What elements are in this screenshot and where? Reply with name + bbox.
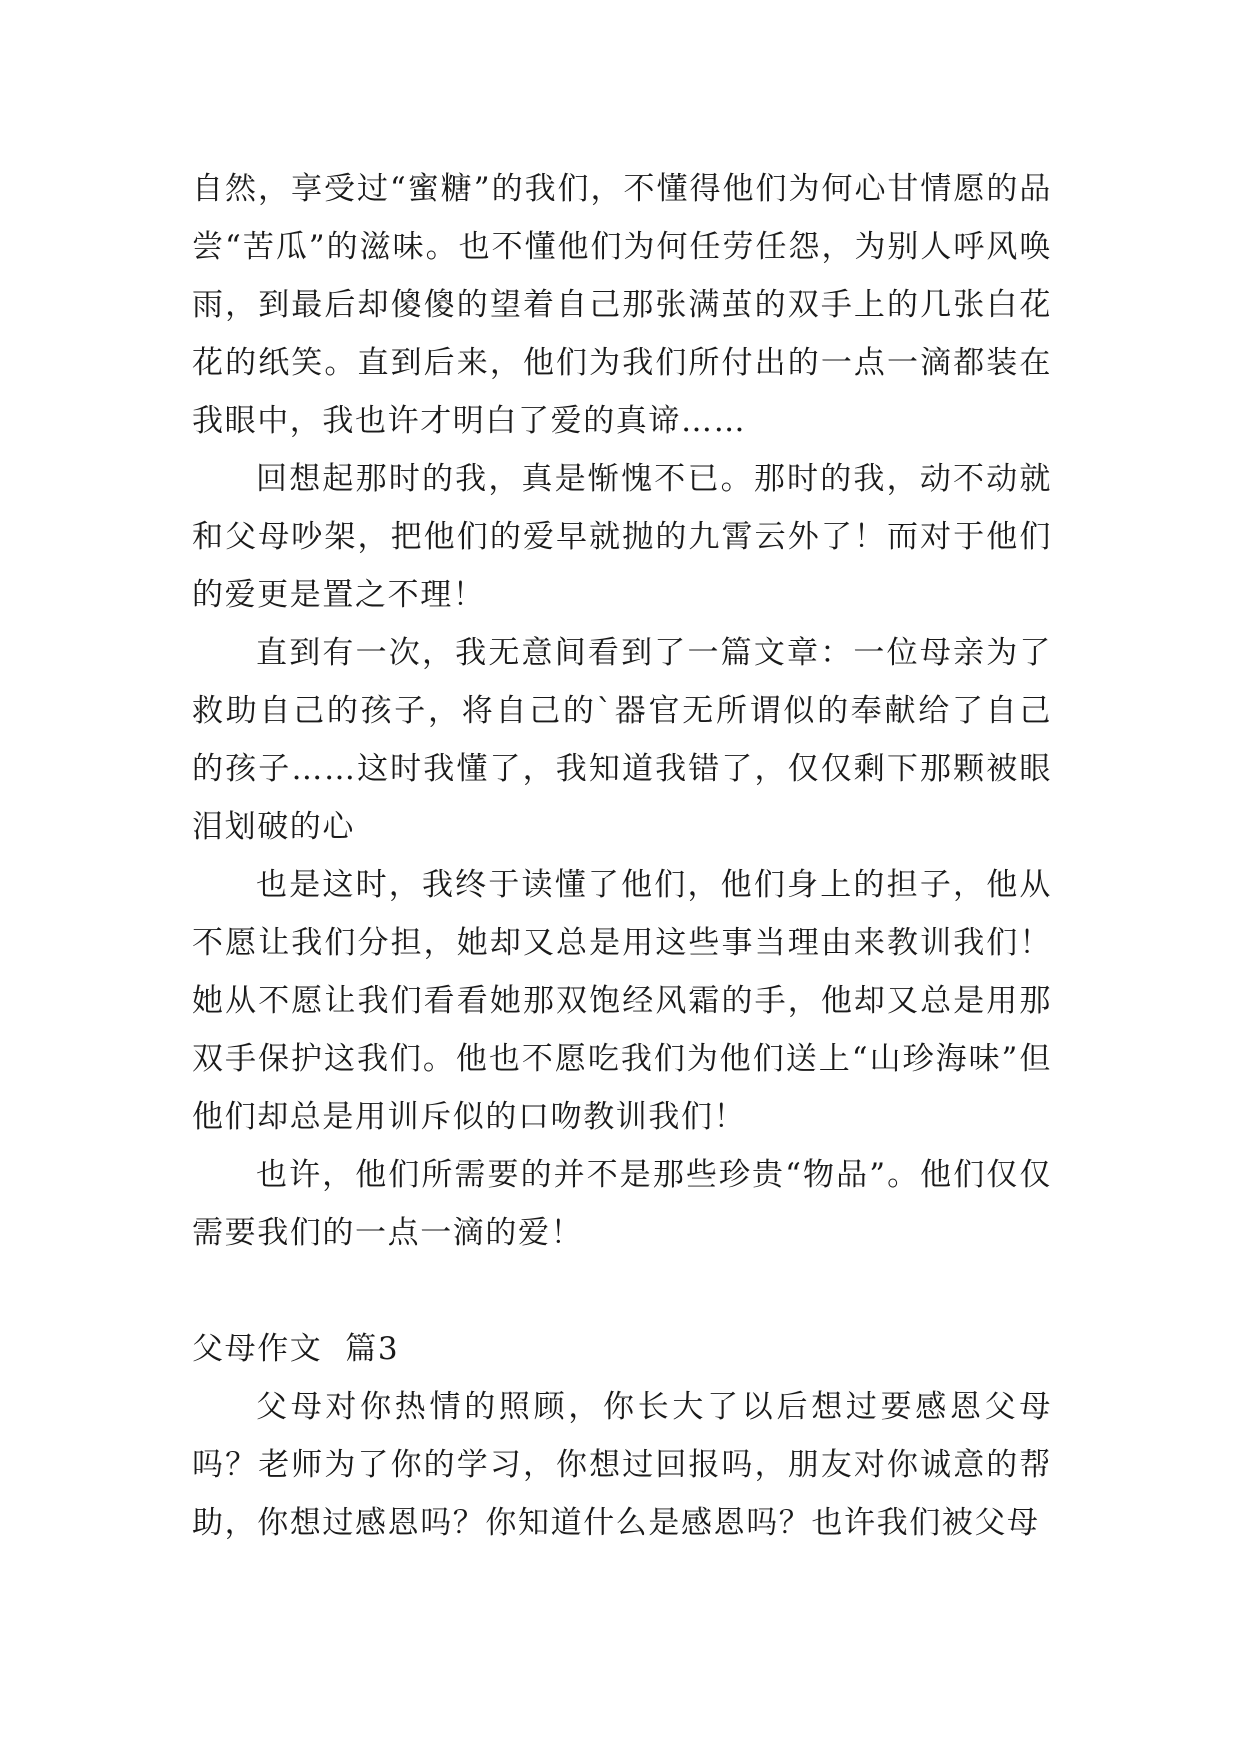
paragraph: 也许，他们所需要的并不是那些珍贵“物品”。他们仅仅需要我们的一点一滴的爱！ [192, 1157, 1052, 1251]
paragraph: 父母对你热情的照顾，你长大了以后想过要感恩父母吗？老师为了你的学习，你想过回报吗，朋友对你诚意的帮助，你想过感恩吗？你知道什么是感恩吗？也许我们被父母 [192, 1389, 1052, 1541]
paragraph: 自然，享受过“蜜糖”的我们，不懂得他们为何心甘情愿的品尝“苦瓜”的滋味。也不懂他们为何任劳任怨，为别人呼风唤雨，到最后却傻傻的望着自己那张满茧的双手上的几张白花花的纸笑。直到后来，他们为我们所付出的一点一滴都装在我眼中，我也许才明白了爱的真谛…… [192, 171, 1052, 439]
section-heading: 父母作文 篇3 [192, 1331, 400, 1367]
document-body [192, 160, 1052, 1552]
paragraph: 直到有一次，我无意间看到了一篇文章：一位母亲为了救助自己的孩子，将自己的`器官无所谓似的奉献给了自己的孩子……这时我懂了，我知道我错了，仅仅剩下那颗被眼泪划破的心 [192, 635, 1052, 845]
paragraph: 回想起那时的我，真是惭愧不已。那时的我，动不动就和父母吵架，把他们的爱早就抛的九霄云外了！而对于他们的爱更是置之不理！ [192, 461, 1052, 613]
paragraph: 也是这时，我终于读懂了他们，他们身上的担子，他从不愿让我们分担，她却又总是用这些事当理由来教训我们！她从不愿让我们看看她那双饱经风霜的手，他却又总是用那双手保护这我们。他也不愿吃我们为他们送上“山珍海味”但他们却总是用训斥似的口吻教训我们！ [192, 867, 1052, 1135]
